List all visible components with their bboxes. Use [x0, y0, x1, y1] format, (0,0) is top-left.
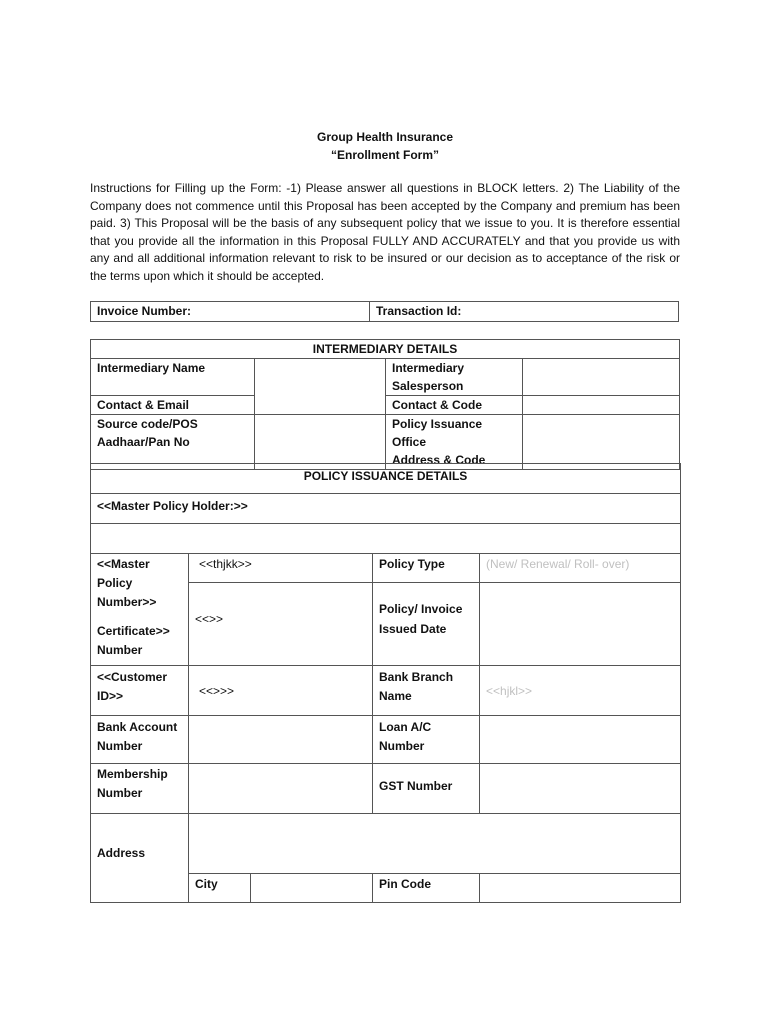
gst-field[interactable] — [480, 764, 681, 814]
intermediary-name-label: Intermediary Name — [91, 359, 255, 396]
city-field[interactable] — [251, 874, 373, 903]
certificate-number-field[interactable]: <<>> — [189, 583, 373, 666]
membership-field[interactable] — [189, 764, 373, 814]
customer-id-text-b: ID>> — [97, 689, 124, 703]
policy-type-label: Policy Type — [373, 554, 480, 583]
customer-id-field[interactable]: <<>>> — [189, 666, 373, 716]
master-policy-holder-label[interactable]: <<Master Policy Holder:>> — [91, 494, 681, 524]
bank-branch-label: Bank Branch Name — [373, 666, 480, 716]
bank-branch-field[interactable]: <<hjkl>> — [480, 666, 681, 716]
customer-id-text-a: <<Customer — [97, 670, 168, 684]
master-policy-number-label — [91, 554, 189, 666]
pin-code-label: Pin Code — [373, 874, 480, 903]
policy-table — [90, 463, 681, 903]
customer-id-label — [91, 666, 189, 716]
bank-account-label: Bank Account Number — [91, 716, 189, 764]
contact-email-label: Contact & Email — [91, 396, 255, 415]
spacer — [97, 612, 182, 622]
loan-ac-field[interactable] — [480, 716, 681, 764]
address-code-text: Address & Code — [392, 453, 486, 467]
membership-label: Membership Number — [91, 764, 189, 814]
policy-issuance-office-field[interactable] — [523, 415, 680, 470]
bank-account-field[interactable] — [189, 716, 373, 764]
master-policy-number-text: <<Master Policy Number>> — [97, 557, 157, 609]
form-title: Group Health Insurance — [316, 130, 454, 144]
transaction-id-label[interactable]: Transaction Id: — [370, 302, 679, 322]
city-label: City — [189, 874, 251, 903]
aadhaar-pan-text: Aadhaar/Pan No — [97, 435, 190, 449]
intermediary-name-field[interactable] — [255, 359, 386, 415]
contact-code-label: Contact & Code — [386, 396, 523, 415]
policy-heading: POLICY ISSUANCE DETAILS — [91, 464, 681, 494]
address-field[interactable] — [189, 814, 681, 874]
master-policy-holder-field[interactable] — [91, 524, 681, 554]
source-code-text: Source code/POS — [97, 417, 198, 431]
intermediary-heading: INTERMEDIARY DETAILS — [91, 340, 680, 359]
source-code-label — [91, 415, 255, 470]
intermediary-salesperson-label: Intermediary Salesperson — [386, 359, 523, 396]
invoice-number-label[interactable]: Invoice Number: — [91, 302, 370, 322]
master-policy-number-field[interactable]: <<thjkk>> — [189, 554, 373, 583]
intermediary-table — [90, 339, 680, 470]
policy-invoice-date-field[interactable] — [480, 583, 681, 666]
source-code-field[interactable] — [255, 415, 386, 470]
form-subtitle: “Enrollment Form” — [330, 148, 439, 162]
policy-issuance-office-label — [386, 415, 523, 470]
address-label: Address — [91, 814, 189, 903]
gst-label: GST Number — [373, 764, 480, 814]
certificate-text: Certificate>> — [97, 624, 170, 638]
intermediary-salesperson-field[interactable] — [523, 359, 680, 396]
policy-invoice-date-label: Policy/ Invoice Issued Date — [373, 583, 480, 666]
invoice-table — [90, 301, 679, 322]
contact-code-field[interactable] — [523, 396, 680, 415]
instructions-text: Instructions for Filling up the Form: -1) Please answer all questions in BLOCK letters. 2) The Liability of the Company does not commence until this Proposal has been accepted by the Company and premium has been paid. 3) This Proposal will be the basis of any subsequent policy that we issue to you. It is therefore essential that you provide all the information in this Proposal FULLY AND ACCURATELY and that you provide us with any and all additional information relevant to risk to be insured or our decision as to acceptance of the risk or the terms upon which it should be accepted. — [90, 181, 680, 283]
certificate-number-text: Number — [97, 643, 143, 657]
policy-type-field[interactable]: (New/ Renewal/ Roll- over) — [480, 554, 681, 583]
loan-ac-label: Loan A/C Number — [373, 716, 480, 764]
policy-issuance-office-text: Policy Issuance Office — [392, 417, 483, 449]
pin-code-field[interactable] — [480, 874, 681, 903]
